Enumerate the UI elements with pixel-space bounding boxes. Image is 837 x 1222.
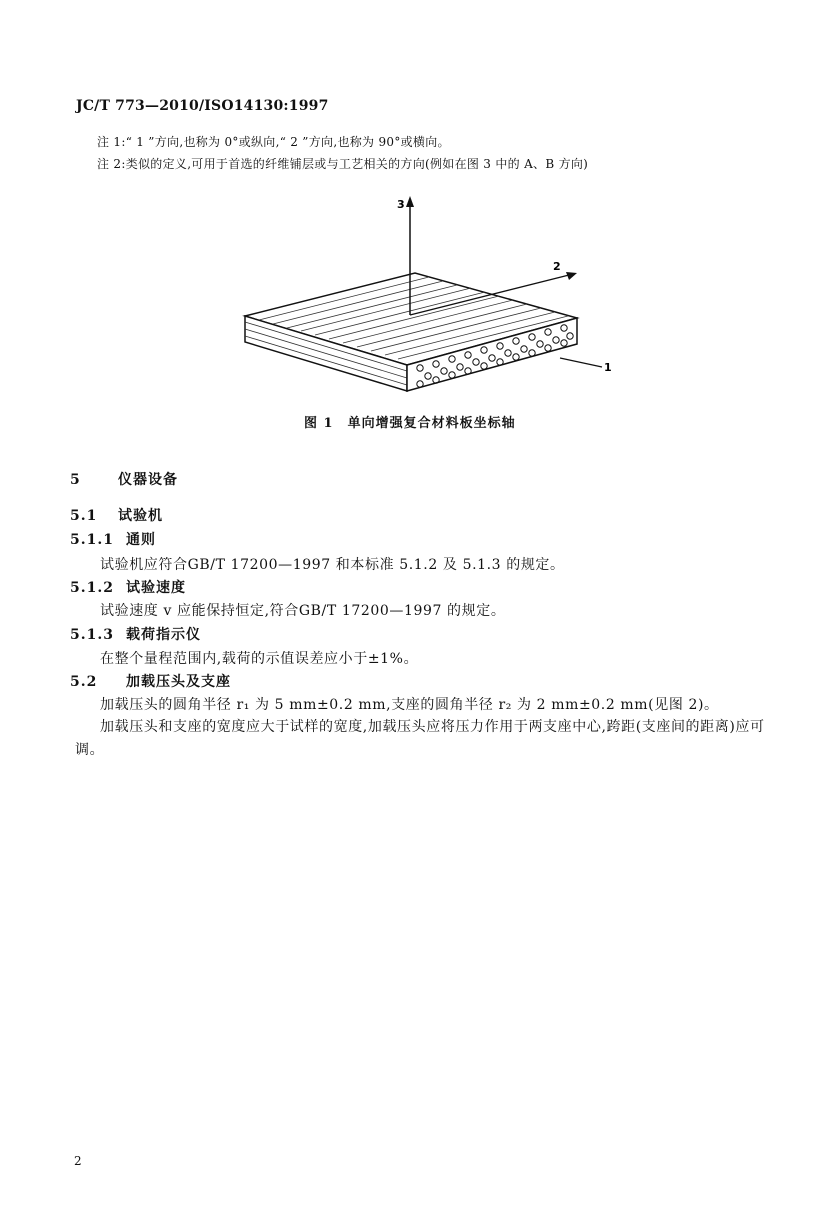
page-number: 2 <box>74 1154 82 1168</box>
section-number: 5.1.2 <box>70 580 114 596</box>
axis-1-label: 1 <box>604 361 612 374</box>
section-5-2-heading <box>70 671 231 691</box>
section-number: 5.1.3 <box>70 627 114 643</box>
note-1: 注 1:“ 1 ”方向,也称为 0°或纵向,“ 2 ”方向,也称为 90°或横向。 <box>97 135 450 149</box>
section-5-1-2-heading <box>70 577 186 597</box>
section-5-2-para-1: 加载压头的圆角半径 r₁ 为 5 mm±0.2 mm,支座的圆角半径 r₂ 为 2 mm±0.2 mm(见图 2)。 <box>100 697 719 713</box>
note-2: 注 2:类似的定义,可用于首选的纤维铺层或与工艺相关的方向(例如在图 3 中的 A、B 方向) <box>97 157 589 171</box>
section-5-1-1-heading <box>70 529 156 549</box>
section-title: 载荷指示仪 <box>126 627 201 643</box>
section-title: 加载压头及支座 <box>126 674 231 690</box>
section-number: 5.1.1 <box>70 532 114 548</box>
axis-3-label: 3 <box>397 198 405 211</box>
section-5-2-para-2: 加载压头和支座的宽度应大于试样的宽度,加载压头应将压力作用于两支座中心,跨距(支座间的距离)应可调。 <box>75 719 765 758</box>
section-5-1-heading <box>70 505 163 525</box>
section-number: 5.2 <box>70 674 98 690</box>
section-number: 5.1 <box>70 508 98 524</box>
axis-1-leader <box>560 358 602 367</box>
section-5-1-3-text: 在整个量程范围内,载荷的示值误差应小于±1%。 <box>100 651 419 667</box>
section-5-1-1-text: 试验机应符合GB/T 17200—1997 和本标准 5.1.2 及 5.1.3 的规定。 <box>100 557 565 573</box>
axis-2-arrowhead <box>566 272 577 280</box>
section-title: 试验机 <box>118 508 163 524</box>
section-5-heading <box>70 469 178 489</box>
axis-2-label: 2 <box>553 260 561 273</box>
figure-1-diagram <box>240 190 620 400</box>
section-title: 试验速度 <box>126 580 186 596</box>
section-number: 5 <box>70 472 81 488</box>
section-title: 通则 <box>126 532 156 548</box>
section-5-1-2-text: 试验速度 v 应能保持恒定,符合GB/T 17200—1997 的规定。 <box>100 603 506 619</box>
axis-3-arrowhead <box>406 196 414 207</box>
section-title: 仪器设备 <box>118 472 178 488</box>
section-5-1-3-heading <box>70 624 201 644</box>
standard-code-header: JC/T 773—2010/ISO14130:1997 <box>76 98 329 114</box>
figure-1-caption: 图 1 单向增强复合材料板坐标轴 <box>304 416 516 431</box>
